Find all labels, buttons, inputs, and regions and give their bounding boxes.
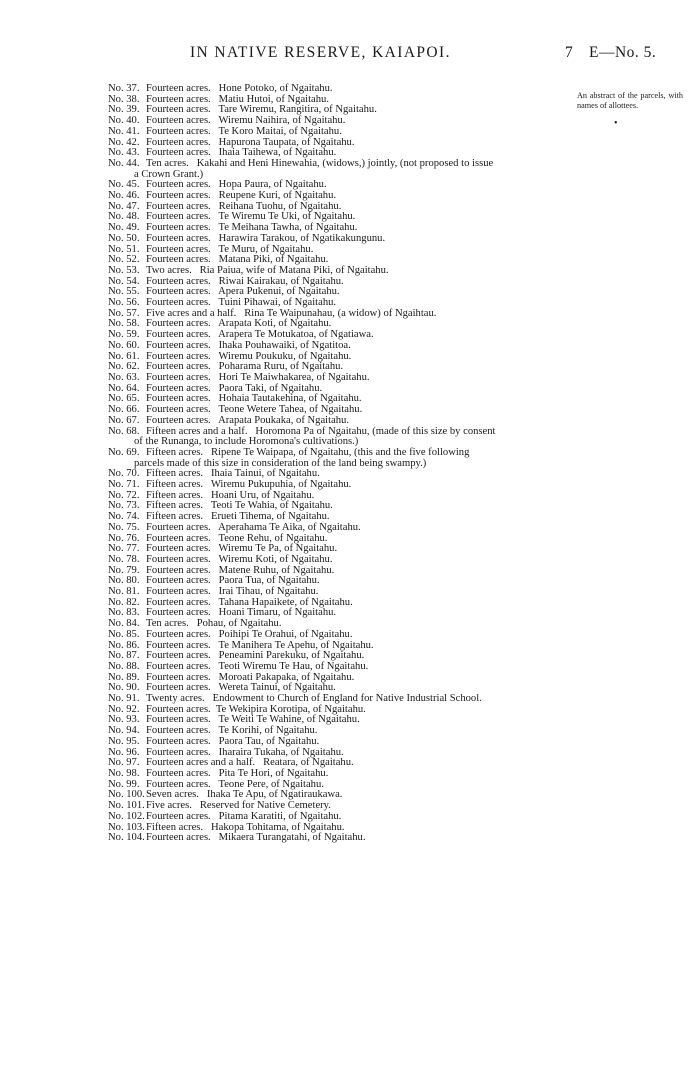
list-item bbox=[108, 427, 573, 448]
allotment-number: No. 54. bbox=[108, 275, 140, 287]
allotment-description: Fifteen acres. Teoti Te Wahia, of Ngaitahu. bbox=[146, 500, 333, 512]
allotment-number: No. 93. bbox=[108, 714, 140, 726]
allotment-description: Fourteen acres. Wiremu Poukuku, of Ngaitahu. bbox=[146, 350, 352, 362]
allotment-number: No. 104. bbox=[108, 832, 145, 844]
allotment-number: No. 74. bbox=[108, 511, 140, 523]
page-header bbox=[0, 44, 700, 68]
allotment-description-continued: a Crown Grant.) bbox=[134, 168, 204, 180]
allotment-description: Seven acres. Ihaka Te Apu, of Ngatiraukawa. bbox=[146, 789, 343, 801]
allotment-description: Fourteen acres. Te Muru, of Ngaitahu. bbox=[146, 243, 314, 255]
allotment-number: No. 94. bbox=[108, 725, 140, 737]
allotment-description: Fourteen acres. Poharama Ruru, of Ngaitahu. bbox=[146, 361, 344, 373]
allotment-description: Fourteen acres. Pita Te Hori, of Ngaitahu. bbox=[146, 768, 329, 779]
allotment-description: Fourteen acres. Arapata Koti, of Ngaitahu. bbox=[146, 318, 332, 330]
allotment-number: No. 56. bbox=[108, 297, 140, 309]
allotment-description: Two acres. Ria Paiua, wife of Matana Piki, of Ngaitahu. bbox=[146, 264, 389, 276]
allotment-description: Fourteen acres. Paora Taki, of Ngaitahu. bbox=[146, 382, 323, 394]
allotment-description: Fourteen acres. Arapata Poukaka, of Ngaitahu. bbox=[146, 414, 349, 426]
allotment-description: Fifteen acres. Wiremu Pukupuhia, of Ngaitahu. bbox=[146, 479, 352, 491]
allotment-number: No. 66. bbox=[108, 404, 140, 416]
allotment-number: No. 101. bbox=[108, 800, 145, 812]
allotment-description: Fifteen acres. Erueti Tihema, of Ngaitahu. bbox=[146, 511, 330, 523]
allotment-number: No. 83. bbox=[108, 607, 140, 619]
allotment-description: Fifteen acres and a half. Horomona Pa of Ngaitahu, (made of this size by consent bbox=[146, 425, 496, 437]
allotment-description: Fourteen acres. Tare Wiremu, Rangitira, of Ngaitahu. bbox=[146, 104, 377, 116]
allotment-number: No. 84. bbox=[108, 618, 140, 630]
allotment-description: Fourteen acres. Te Weiti Te Wahine, of Ngaitahu. bbox=[146, 714, 360, 726]
allotment-number: No. 55. bbox=[108, 286, 140, 298]
allotment-number: No. 100. bbox=[108, 789, 145, 801]
allotment-number: No. 53. bbox=[108, 264, 140, 276]
allotment-number: No. 98. bbox=[108, 768, 140, 779]
allotment-description: Fourteen acres. Teoti Wiremu Te Hau, of Ngaitahu. bbox=[146, 660, 369, 672]
allotment-number: No. 52. bbox=[108, 254, 140, 266]
allotment-number: No. 38. bbox=[108, 93, 140, 105]
allotment-number: No. 91. bbox=[108, 693, 140, 705]
allotment-number: No. 79. bbox=[108, 564, 140, 576]
margin-note: An abstract of the parcels, with names of allottees. bbox=[577, 91, 683, 110]
allotment-number: No. 69. bbox=[108, 446, 140, 458]
allotment-number: No. 47. bbox=[108, 200, 140, 212]
page-number: 7 bbox=[565, 44, 573, 61]
document-code: E—No. 5. bbox=[589, 44, 657, 61]
allotment-number: No. 103. bbox=[108, 821, 145, 833]
allotment-number: No. 43. bbox=[108, 147, 140, 159]
allotment-description: Fourteen acres. Apera Pukenui, of Ngaitahu. bbox=[146, 286, 340, 298]
allotment-description: Fourteen acres. Matana Piki, of Ngaitahu. bbox=[146, 254, 329, 266]
allotment-number: No. 99. bbox=[108, 778, 140, 790]
allotment-description: Fourteen acres. Poihipi Te Orahui, of Ngaitahu. bbox=[146, 628, 353, 640]
allotment-description-continued: parcels made of this size in consideration of the land being swampy.) bbox=[134, 457, 427, 469]
allotment-number: No. 59. bbox=[108, 329, 140, 341]
allotment-description: Fourteen acres. Iharaira Tukaha, of Ngaitahu. bbox=[146, 746, 344, 758]
allotment-number: No. 80. bbox=[108, 575, 140, 587]
allotment-description: Fourteen acres. Te Korihi, of Ngaitahu. bbox=[146, 725, 318, 737]
allotment-description: Fourteen acres. Te Wiremu Te Uki, of Ngaitahu. bbox=[146, 211, 356, 223]
allotment-number: No. 81. bbox=[108, 586, 140, 598]
allotment-description: Fourteen acres. Tuini Pihawai, of Ngaitahu. bbox=[146, 297, 337, 309]
allotment-description: Fourteen acres. Te Manihera Te Apehu, of Ngaitahu. bbox=[146, 639, 374, 651]
allotment-number: No. 63. bbox=[108, 371, 140, 383]
allotment-description: Ten acres. Kakahi and Heni Hinewahia, (widows,) jointly, (not proposed to issue bbox=[146, 157, 494, 169]
allotment-description: Fourteen acres. Teone Wetere Tahea, of Ngaitahu. bbox=[146, 404, 363, 416]
allotment-number: No. 64. bbox=[108, 382, 140, 394]
allotment-description: Fourteen acres. Matiu Hutoi, of Ngaitahu. bbox=[146, 93, 329, 105]
allotment-number: No. 65. bbox=[108, 393, 140, 405]
allotment-number: No. 48. bbox=[108, 211, 140, 223]
allotment-description: Fourteen acres. Hone Potoko, of Ngaitahu. bbox=[146, 83, 333, 94]
allotment-number: No. 37. bbox=[108, 83, 140, 94]
allotment-number: No. 58. bbox=[108, 318, 140, 330]
allotment-description: Fourteen acres. Matene Ruhu, of Ngaitahu. bbox=[146, 564, 335, 576]
allotment-number: No. 73. bbox=[108, 500, 140, 512]
allotment-description: Fourteen acres. Te Wekipira Korotipa, of Ngaitahu. bbox=[146, 703, 366, 715]
allotment-description: Fourteen acres. Hopa Paura, of Ngaitahu. bbox=[146, 179, 327, 191]
allotment-number: No. 50. bbox=[108, 232, 140, 244]
page-title: IN NATIVE RESERVE, KAIAPOI. bbox=[190, 44, 451, 61]
allotment-number: No. 87. bbox=[108, 650, 140, 662]
allotment-description: Fourteen acres and a half. Reatara, of Ngaitahu. bbox=[146, 757, 354, 769]
allotment-description: Fourteen acres. Teone Pere, of Ngaitahu. bbox=[146, 778, 324, 790]
allotment-description: Fourteen acres. Ihaia Taihewa, of Ngaitahu. bbox=[146, 147, 337, 159]
allotment-description-continued: of the Runanga, to include Horomona's cultivations.) bbox=[134, 436, 359, 448]
allotment-description: Fourteen acres. Paora Tau, of Ngaitahu. bbox=[146, 735, 320, 747]
allotment-number: No. 90. bbox=[108, 682, 140, 694]
allotment-number: No. 57. bbox=[108, 307, 140, 319]
allotment-description: Fourteen acres. Wiremu Naihira, of Ngaitahu. bbox=[146, 115, 346, 127]
allotment-description: Five acres and a half. Rina Te Waipunahau, (a widow) of Ngaihtau. bbox=[146, 307, 437, 319]
allotment-description: Fourteen acres. Wiremu Koti, of Ngaitahu. bbox=[146, 553, 333, 565]
list-item bbox=[108, 159, 573, 180]
allotment-number: No. 97. bbox=[108, 757, 140, 769]
allotment-description: Fourteen acres. Hohaia Tautakehina, of Ngaitahu. bbox=[146, 393, 362, 405]
allotment-description: Fourteen acres. Te Meihana Tawha, of Ngaitahu. bbox=[146, 222, 358, 234]
allotment-description: Fourteen acres. Harawira Tarakou, of Ngatikakungunu. bbox=[146, 232, 386, 244]
margin-mark: • bbox=[614, 118, 618, 129]
allotment-description: Fourteen acres. Ihaka Pouhawaiki, of Ngatitoa. bbox=[146, 339, 351, 351]
allotment-number: No. 67. bbox=[108, 414, 140, 426]
allotment-description: Fifteen acres. Hakopa Tohitama, of Ngaitahu. bbox=[146, 821, 345, 833]
allotment-description: Fourteen acres. Riwai Kairakau, of Ngaitahu. bbox=[146, 275, 344, 287]
allotment-description: Fourteen acres. Wiremu Te Pa, of Ngaitahu. bbox=[146, 543, 338, 555]
allotment-description: Twenty acres. Endowment to Church of England for Native Industrial School. bbox=[146, 693, 482, 705]
list-item bbox=[108, 833, 573, 844]
allotment-number: No. 60. bbox=[108, 339, 140, 351]
allotment-number: No. 42. bbox=[108, 136, 140, 148]
allotment-description: Fourteen acres. Aperahama Te Aika, of Ngaitahu. bbox=[146, 521, 361, 533]
allotment-number: No. 49. bbox=[108, 222, 140, 234]
allotment-description: Fourteen acres. Mikaera Turangatahi, of Ngaitahu. bbox=[146, 832, 366, 844]
allotment-description: Fourteen acres. Pitama Karatiti, of Ngaitahu. bbox=[146, 810, 342, 822]
allotment-number: No. 85. bbox=[108, 628, 140, 640]
allotment-number: No. 40. bbox=[108, 115, 140, 127]
allotment-description: Fifteen acres. Ripene Te Waipapa, of Ngaitahu, (this and the five following bbox=[146, 446, 470, 458]
allotment-number: No. 46. bbox=[108, 190, 140, 202]
allotment-description: Fourteen acres. Hoani Timaru, of Ngaitahu. bbox=[146, 607, 337, 619]
allotment-number: No. 45. bbox=[108, 179, 140, 191]
allotment-description: Fifteen acres. Hoani Uru, of Ngaitahu. bbox=[146, 489, 315, 501]
allotment-number: No. 70. bbox=[108, 468, 140, 480]
allotment-number: No. 86. bbox=[108, 639, 140, 651]
allotment-description: Fourteen acres. Hapurona Taupata, of Ngaitahu. bbox=[146, 136, 355, 148]
allotment-number: No. 88. bbox=[108, 660, 140, 672]
allotment-description: Fourteen acres. Tahana Hapaikete, of Ngaitahu. bbox=[146, 596, 353, 608]
allotment-number: No. 51. bbox=[108, 243, 140, 255]
allotment-number: No. 75. bbox=[108, 521, 140, 533]
allotment-number: No. 68. bbox=[108, 425, 140, 437]
allotment-description: Fourteen acres. Reupene Kuri, of Ngaitahu. bbox=[146, 190, 337, 202]
allotment-description: Fourteen acres. Reihana Tuohu, of Ngaitahu. bbox=[146, 200, 342, 212]
allotment-number: No. 96. bbox=[108, 746, 140, 758]
allotment-number: No. 44. bbox=[108, 157, 140, 169]
allotment-number: No. 102. bbox=[108, 810, 145, 822]
allotment-number: No. 92. bbox=[108, 703, 140, 715]
allotment-number: No. 61. bbox=[108, 350, 140, 362]
allotment-number: No. 89. bbox=[108, 671, 140, 683]
allotment-number: No. 39. bbox=[108, 104, 140, 116]
allotment-description: Fourteen acres. Moroati Pakapaka, of Ngaitahu. bbox=[146, 671, 355, 683]
allotment-description: Fourteen acres. Paora Tua, of Ngaitahu. bbox=[146, 575, 320, 587]
allotment-description: Fourteen acres. Te Koro Maitai, of Ngaitahu. bbox=[146, 125, 342, 137]
allotment-number: No. 62. bbox=[108, 361, 140, 373]
allotment-number: No. 78. bbox=[108, 553, 140, 565]
list-item bbox=[108, 448, 573, 469]
allotment-number: No. 77. bbox=[108, 543, 140, 555]
allotment-description: Fourteen acres. Peneamini Parekuku, of Ngaitahu. bbox=[146, 650, 365, 662]
allotment-list bbox=[108, 84, 573, 844]
allotment-description: Fifteen acres. Ihaia Tainui, of Ngaitahu. bbox=[146, 468, 320, 480]
allotment-description: Fourteen acres. Wereta Tainui, of Ngaitahu. bbox=[146, 682, 336, 694]
allotment-description: Five acres. Reserved for Native Cemetery. bbox=[146, 800, 331, 812]
allotment-description: Fourteen acres. Teone Rehu, of Ngaitahu. bbox=[146, 532, 328, 544]
allotment-number: No. 95. bbox=[108, 735, 140, 747]
allotment-description: Fourteen acres. Arapera Te Motukatoa, of Ngatiawa. bbox=[146, 329, 374, 341]
allotment-number: No. 76. bbox=[108, 532, 140, 544]
allotment-description: Fourteen acres. Irai Tihau, of Ngaitahu. bbox=[146, 586, 319, 598]
allotment-number: No. 82. bbox=[108, 596, 140, 608]
allotment-number: No. 71. bbox=[108, 479, 140, 491]
allotment-description: Fourteen acres. Hori Te Maiwhakarea, of Ngaitahu. bbox=[146, 371, 370, 383]
allotment-number: No. 41. bbox=[108, 125, 140, 137]
allotment-description: Ten acres. Pohau, of Ngaitahu. bbox=[146, 618, 282, 630]
allotment-number: No. 72. bbox=[108, 489, 140, 501]
